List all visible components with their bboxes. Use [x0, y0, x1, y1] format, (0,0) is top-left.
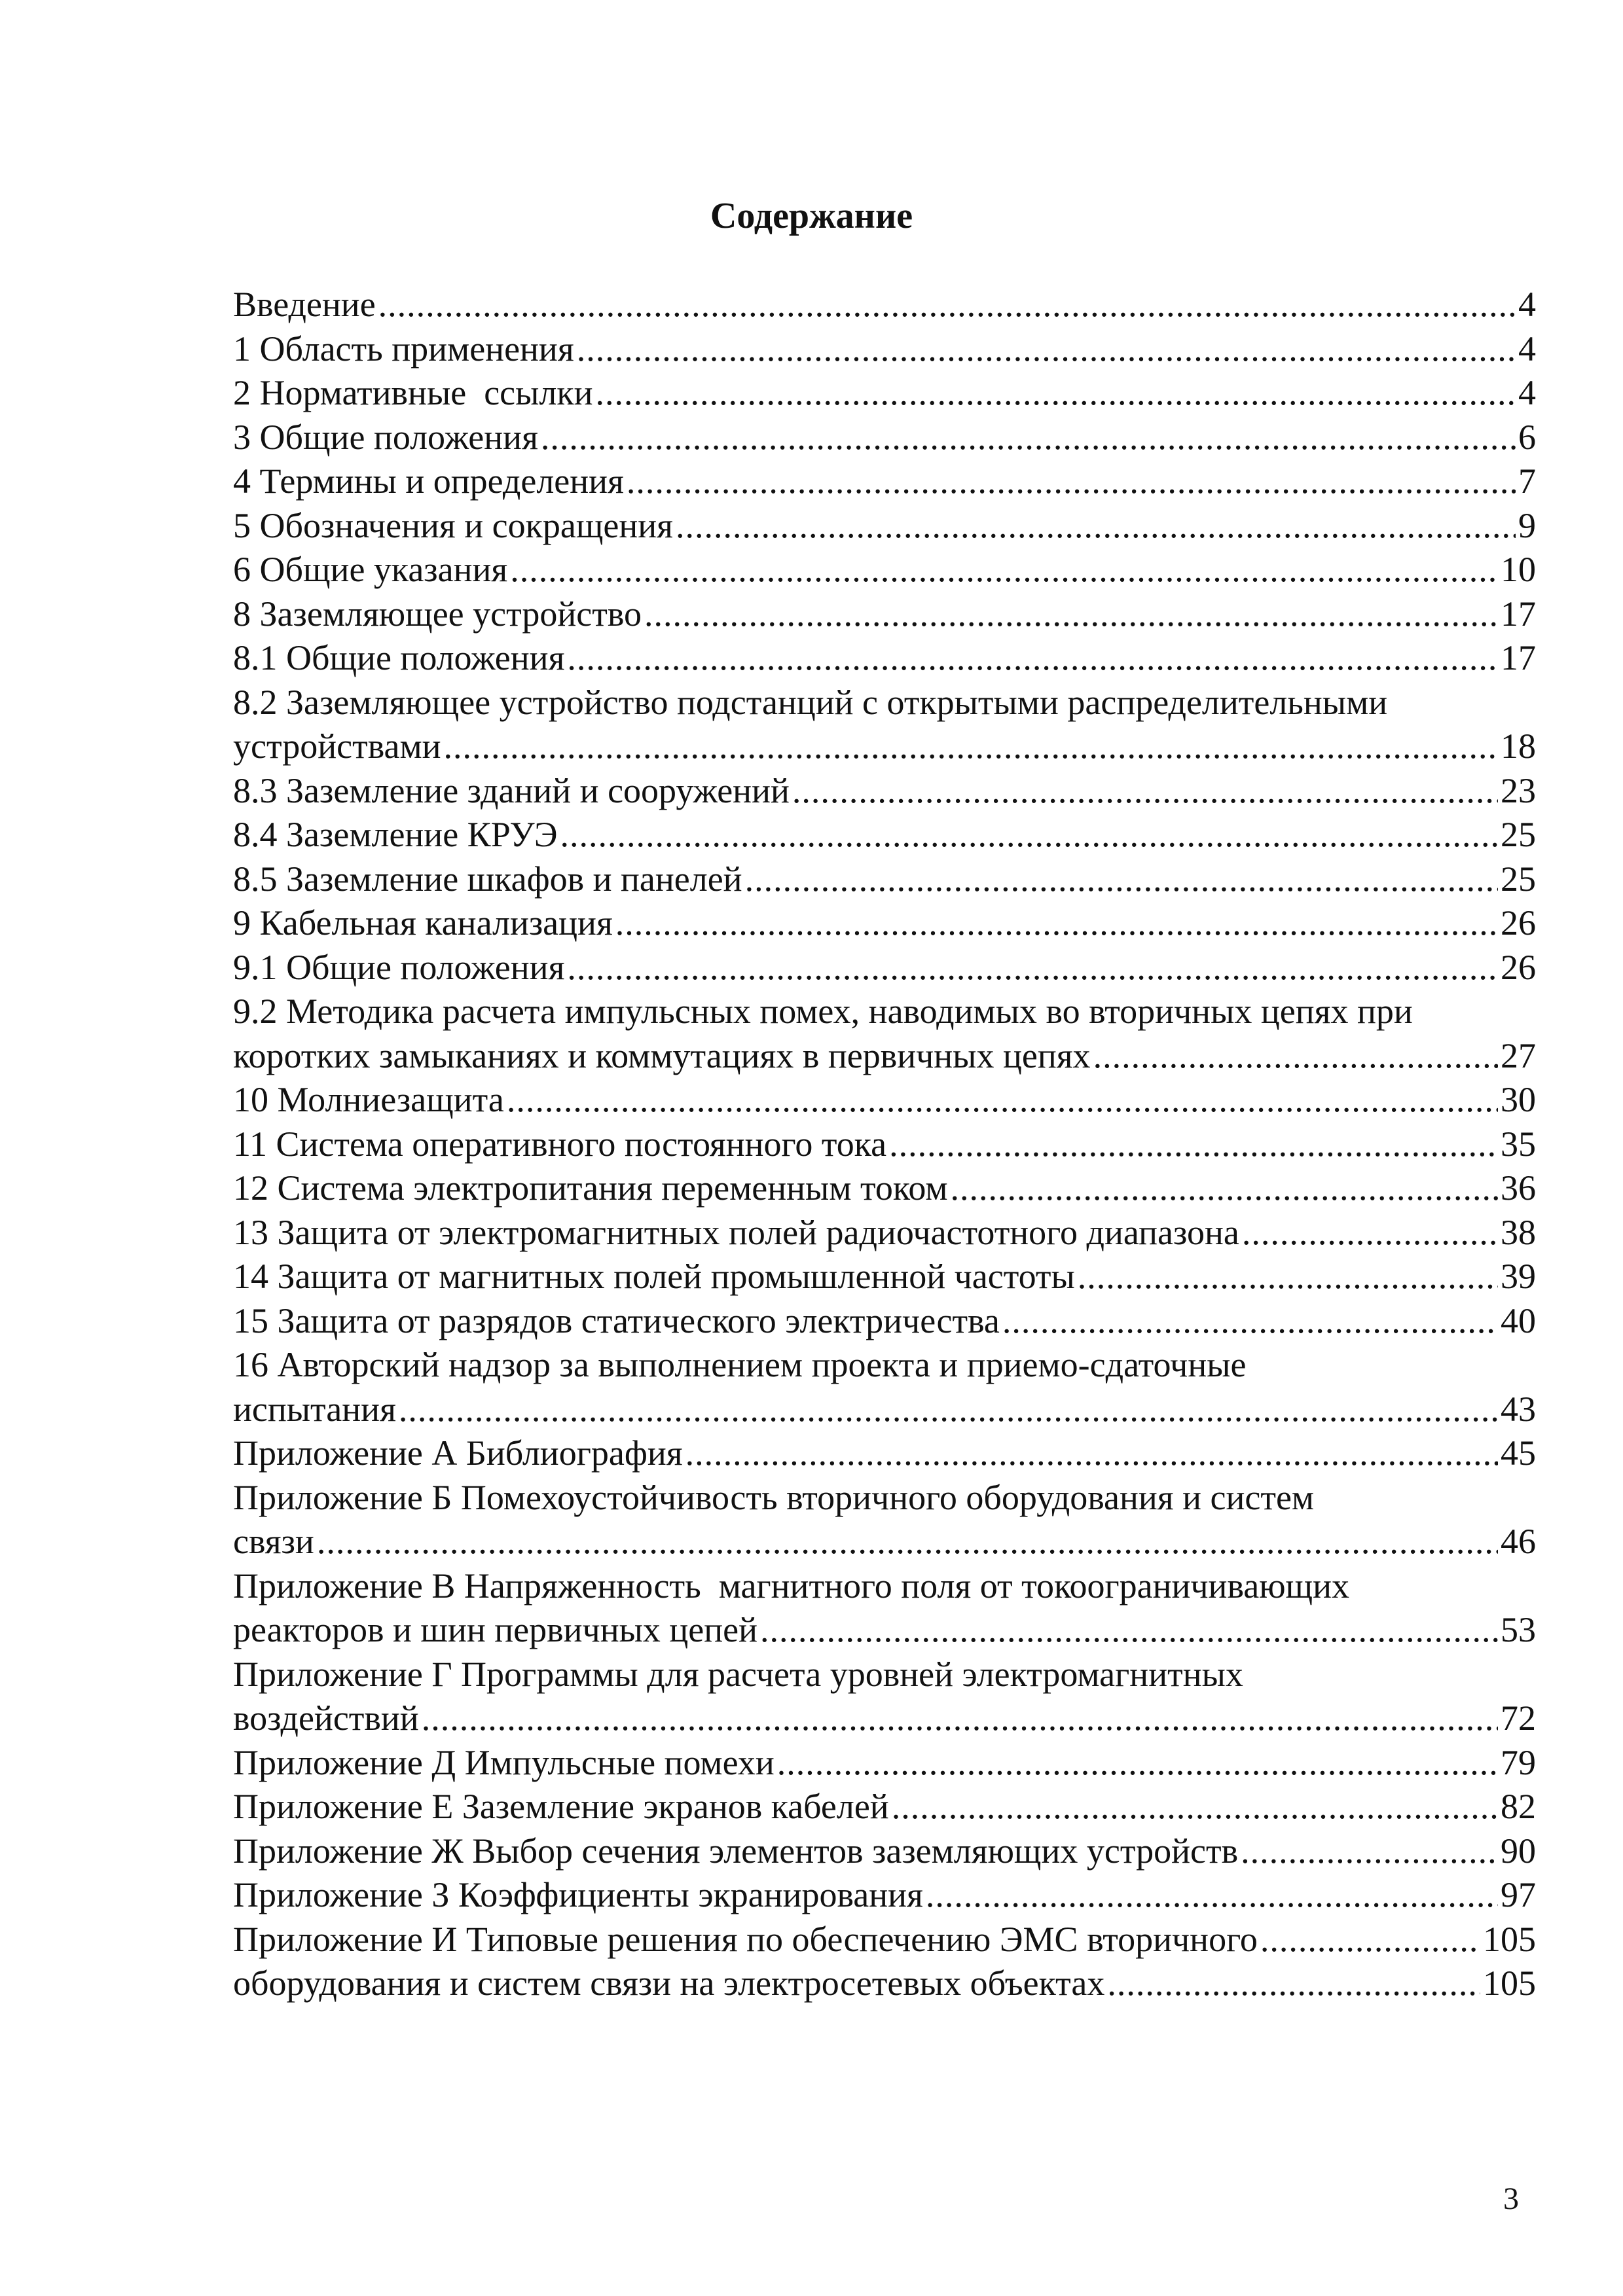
- toc-entry-title: 8.2 Заземляющее устройство подстанций с открытыми распределительными: [233, 682, 1388, 722]
- toc-entry-title: 9.1 Общие положения: [233, 947, 565, 987]
- toc-leader-dots: [926, 1873, 1498, 1918]
- toc-entry-page: 26: [1501, 903, 1536, 942]
- toc-entry-title: Приложение З Коэффициенты экранирования: [233, 1875, 923, 1914]
- toc-entry-title-continued: коротких замыканиях и коммутациях в первичных цепях: [233, 1035, 1091, 1075]
- toc-leader-dots: [676, 504, 1516, 548]
- toc-entry[interactable]: [233, 1122, 1536, 1167]
- toc-entry-page: 17: [1501, 638, 1536, 677]
- toc-entry[interactable]: [233, 592, 1536, 637]
- toc-entry-title: 16 Авторский надзор за выполнением проекта и приемо-сдаточные: [233, 1345, 1247, 1384]
- toc-entry[interactable]: [233, 1696, 1536, 1741]
- toc-entry-title: оборудования и систем связи на электросетевых объектах: [233, 1964, 1105, 2003]
- toc-leader-dots: [560, 813, 1498, 857]
- toc-entry-page: 18: [1501, 726, 1536, 766]
- toc-entry[interactable]: [233, 1211, 1536, 1255]
- toc-entry-title-continued: воздействий: [233, 1698, 419, 1738]
- toc-entry[interactable]: [233, 1299, 1536, 1344]
- toc-entry[interactable]: [233, 327, 1536, 372]
- toc-entry-line[interactable]: [233, 1476, 1536, 1520]
- toc-entry-page: 43: [1501, 1389, 1536, 1429]
- toc-entry-page: 25: [1501, 815, 1536, 854]
- toc-entry-line[interactable]: [233, 681, 1536, 725]
- toc-entry-title: Приложение Б Помехоустойчивость вторичного оборудования и систем: [233, 1477, 1315, 1517]
- toc-entry[interactable]: [233, 636, 1536, 681]
- toc-entry-title: 11 Система оперативного постоянного тока: [233, 1124, 887, 1164]
- toc-entry-title: Приложение Д Импульсные помехи: [233, 1742, 775, 1782]
- toc-leader-dots: [541, 416, 1516, 460]
- toc-entry[interactable]: [233, 371, 1536, 416]
- toc-entry[interactable]: [233, 1166, 1536, 1211]
- toc-leader-dots: [567, 946, 1498, 990]
- toc-leader-dots: [745, 857, 1498, 902]
- toc-entry[interactable]: [233, 813, 1536, 857]
- toc-entry-page: 25: [1501, 859, 1536, 899]
- toc-leader-dots: [1241, 1829, 1498, 1874]
- toc-entry-line[interactable]: [233, 1653, 1536, 1697]
- toc-leader-dots: [760, 1608, 1498, 1653]
- toc-leader-dots: [510, 548, 1498, 592]
- table-of-contents: [233, 283, 1536, 2006]
- toc-entry-page: 53: [1501, 1610, 1536, 1649]
- toc-entry-title: 6 Общие указания: [233, 550, 508, 589]
- toc-entry-page: 45: [1501, 1433, 1536, 1473]
- toc-entry[interactable]: [233, 769, 1536, 814]
- toc-leader-dots: [792, 769, 1498, 814]
- toc-entry-page: 39: [1501, 1257, 1536, 1296]
- toc-entry-title: 8.1 Общие положения: [233, 638, 565, 677]
- toc-entry-title: 1 Область применения: [233, 329, 574, 368]
- toc-entry-page: 105: [1483, 1919, 1536, 1959]
- toc-entry[interactable]: [233, 857, 1536, 902]
- toc-entry-page: 4: [1518, 373, 1536, 412]
- toc-entry-page: 30: [1501, 1080, 1536, 1119]
- toc-entry-title-continued: связи: [233, 1522, 314, 1561]
- toc-entry-title: 3 Общие положения: [233, 417, 538, 457]
- toc-entry-title: Приложение А Библиография: [233, 1433, 683, 1473]
- toc-entry-title: 10 Молниезащита: [233, 1080, 504, 1119]
- toc-entry-title: 14 Защита от магнитных полей промышленной частоты: [233, 1257, 1075, 1296]
- page-title: Содержание: [710, 196, 913, 236]
- toc-entry[interactable]: [233, 1431, 1536, 1476]
- toc-entry[interactable]: [233, 283, 1536, 327]
- toc-leader-dots: [507, 1078, 1498, 1122]
- toc-entry-line[interactable]: [233, 1343, 1536, 1388]
- toc-entry-page: 27: [1501, 1035, 1536, 1075]
- toc-entry-page: 46: [1501, 1522, 1536, 1561]
- toc-entry[interactable]: [233, 1741, 1536, 1785]
- toc-entry[interactable]: [233, 416, 1536, 460]
- toc-leader-dots: [422, 1696, 1498, 1741]
- toc-entry-page: 4: [1518, 329, 1536, 368]
- toc-entry-title: Приложение Г Программы для расчета уровней электромагнитных: [233, 1654, 1243, 1694]
- toc-leader-dots: [1260, 1918, 1480, 1962]
- toc-entry-title: 12 Система электропитания переменным током: [233, 1168, 948, 1208]
- toc-leader-dots: [627, 459, 1516, 504]
- toc-entry-title: Введение: [233, 285, 376, 324]
- toc-leader-dots: [892, 1785, 1498, 1829]
- toc-entry[interactable]: [233, 1785, 1536, 1829]
- toc-entry-page: 72: [1501, 1698, 1536, 1738]
- toc-leader-dots: [644, 592, 1498, 637]
- toc-entry-title: 9 Кабельная канализация: [233, 903, 613, 942]
- toc-entry-page: 23: [1501, 770, 1536, 810]
- toc-leader-dots: [1093, 1034, 1498, 1079]
- toc-entry-page: 7: [1518, 461, 1536, 501]
- toc-entry[interactable]: [233, 1034, 1536, 1079]
- toc-leader-dots: [596, 371, 1516, 416]
- toc-entry[interactable]: [233, 946, 1536, 990]
- toc-entry[interactable]: [233, 1829, 1536, 1874]
- toc-entry-page: 36: [1501, 1168, 1536, 1208]
- toc-leader-dots: [889, 1122, 1498, 1167]
- toc-leader-dots: [685, 1431, 1498, 1476]
- toc-entry-page: 4: [1518, 285, 1536, 324]
- toc-entry-title: 9.2 Методика расчета импульсных помех, наводимых во вторичных цепях при: [233, 992, 1413, 1031]
- toc-leader-dots: [777, 1741, 1498, 1785]
- toc-entry[interactable]: [233, 548, 1536, 592]
- toc-entry[interactable]: [233, 725, 1536, 769]
- toc-entry-page: 82: [1501, 1787, 1536, 1826]
- toc-entry-title: 5 Обозначения и сокращения: [233, 505, 674, 545]
- toc-leader-dots: [1107, 1962, 1480, 2006]
- toc-entry-page: 79: [1501, 1742, 1536, 1782]
- toc-entry[interactable]: [233, 1520, 1536, 1564]
- toc-entry-title-continued: устройствами: [233, 726, 441, 766]
- toc-entry-page: 35: [1501, 1124, 1536, 1164]
- toc-entry[interactable]: [233, 1918, 1536, 1962]
- toc-entry-page: 40: [1501, 1300, 1536, 1340]
- toc-entry[interactable]: [233, 1873, 1536, 1918]
- toc-entry-title-continued: реакторов и шин первичных цепей: [233, 1610, 758, 1649]
- toc-entry-title: 15 Защита от разрядов статического электричества: [233, 1300, 1000, 1340]
- toc-entry-title: 13 Защита от электромагнитных полей радиочастотного диапазона: [233, 1212, 1239, 1252]
- toc-entry-title: Приложение Е Заземление экранов кабелей: [233, 1787, 889, 1826]
- toc-entry-page: 105: [1483, 1964, 1536, 2003]
- toc-entry-page: 6: [1518, 417, 1536, 457]
- toc-leader-dots: [577, 327, 1516, 372]
- toc-leader-dots: [444, 725, 1498, 769]
- toc-entry-title: 4 Термины и определения: [233, 461, 624, 501]
- toc-entry-title: 2 Нормативные ссылки: [233, 373, 593, 412]
- toc-entry-line[interactable]: [233, 1564, 1536, 1609]
- toc-entry-page: 97: [1501, 1875, 1536, 1914]
- toc-entry-page: 26: [1501, 947, 1536, 987]
- toc-entry[interactable]: [233, 901, 1536, 946]
- toc-leader-dots: [399, 1388, 1498, 1432]
- toc-leader-dots: [951, 1166, 1498, 1211]
- toc-entry[interactable]: [233, 1255, 1536, 1299]
- toc-entry[interactable]: [233, 1078, 1536, 1122]
- toc-entry[interactable]: [233, 504, 1536, 548]
- toc-entry-title: 8.4 Заземление КРУЭ: [233, 815, 558, 854]
- toc-leader-dots: [317, 1520, 1498, 1564]
- toc-entry-page: 9: [1518, 505, 1536, 545]
- toc-leader-dots: [378, 283, 1516, 327]
- toc-entry-title: Приложение И Типовые решения по обеспечению ЭМС вторичного: [233, 1919, 1258, 1959]
- toc-entry[interactable]: [233, 459, 1536, 504]
- toc-leader-dots: [1002, 1299, 1498, 1344]
- toc-leader-dots: [1078, 1255, 1498, 1299]
- toc-entry-title-continued: испытания: [233, 1389, 396, 1429]
- toc-entry-title: 8.3 Заземление зданий и сооружений: [233, 770, 790, 810]
- page-number: 3: [1503, 2181, 1519, 2216]
- toc-entry[interactable]: [233, 1388, 1536, 1432]
- toc-entry-page: 17: [1501, 594, 1536, 634]
- toc-entry-title: Приложение Ж Выбор сечения элементов заземляющих устройств: [233, 1831, 1239, 1871]
- toc-entry-page: 38: [1501, 1212, 1536, 1252]
- toc-entry-page: 10: [1501, 550, 1536, 589]
- toc-entry[interactable]: [233, 1962, 1536, 2006]
- toc-entry-page: 90: [1501, 1831, 1536, 1871]
- toc-entry[interactable]: [233, 1608, 1536, 1653]
- toc-leader-dots: [567, 636, 1498, 681]
- toc-leader-dots: [1242, 1211, 1498, 1255]
- toc-entry-line[interactable]: [233, 990, 1536, 1034]
- toc-entry-title: 8 Заземляющее устройство: [233, 594, 642, 634]
- toc-leader-dots: [615, 901, 1498, 946]
- toc-entry-title: 8.5 Заземление шкафов и панелей: [233, 859, 742, 899]
- toc-entry-title: Приложение В Напряженность магнитного поля от токоограничивающих: [233, 1566, 1350, 1605]
